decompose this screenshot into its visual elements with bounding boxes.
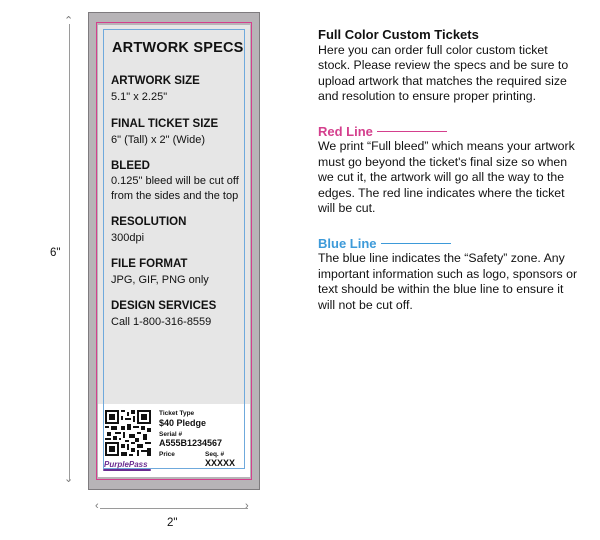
qr-code-icon bbox=[105, 410, 151, 456]
info-column bbox=[318, 27, 578, 313]
info-title: Full Color Custom Tickets bbox=[318, 27, 479, 42]
spec-file-format-heading: FILE FORMAT bbox=[111, 258, 188, 270]
serial-label: Serial # bbox=[159, 431, 183, 438]
red-line-text: We print “Full bleed” which means your artwork must go beyond the ticket's final size so when we cut it, the artwork will go all the way to the edges. The red line indicates where the ticket will be cut. bbox=[318, 139, 575, 215]
width-dimension-line bbox=[100, 508, 248, 509]
red-line-rule bbox=[377, 131, 447, 132]
blue-line-section-heading bbox=[318, 236, 578, 252]
spec-final-size-value: 6" (Tall) x 2" (Wide) bbox=[111, 134, 205, 146]
spec-artwork-size-value: 5.1" x 2.25" bbox=[111, 91, 168, 103]
seq-value: XXXXX bbox=[205, 458, 236, 468]
ticket-type-label: Ticket Type bbox=[159, 410, 195, 417]
red-line-heading: Red Line bbox=[318, 123, 373, 139]
blue-line-rule bbox=[381, 243, 451, 244]
logo-text: PurplePass bbox=[104, 460, 148, 469]
arrow-down-icon: ⌄ bbox=[64, 473, 74, 485]
seq-label: Seq. # bbox=[205, 451, 225, 458]
serial-value: A555B1234567 bbox=[159, 438, 223, 448]
spec-resolution-heading: RESOLUTION bbox=[111, 216, 187, 228]
blue-line-heading: Blue Line bbox=[318, 235, 377, 251]
logo-underline bbox=[103, 469, 151, 471]
spec-final-size-heading: FINAL TICKET SIZE bbox=[111, 118, 219, 130]
spec-artwork-size-heading: ARTWORK SIZE bbox=[111, 75, 200, 87]
info-intro-text: Here you can order full color custom ticket stock. Please review the specs and be sure to upload artwork that matches the required size and resolution to ensure proper printing. bbox=[318, 42, 569, 103]
spec-file-format-value: JPG, GIF, PNG only bbox=[111, 274, 209, 286]
height-dimension-line bbox=[69, 24, 70, 480]
arrow-left-icon: ‹ bbox=[95, 500, 99, 512]
artwork-specs-title: ARTWORK SPECS bbox=[112, 40, 244, 56]
arrow-up-icon: ⌃ bbox=[64, 15, 74, 27]
spec-design-services-value: Call 1-800-316-8559 bbox=[111, 316, 212, 328]
ticket-type-value: $40 Pledge bbox=[159, 418, 207, 428]
red-line-section-heading bbox=[318, 124, 578, 140]
width-dimension-label: 2" bbox=[167, 517, 178, 529]
spec-design-services-heading: DESIGN SERVICES bbox=[111, 300, 217, 312]
price-label: Price bbox=[159, 451, 175, 458]
spec-bleed-value: 0.125" bleed will be cut off from the sides and the top bbox=[111, 175, 239, 202]
height-dimension-label: 6" bbox=[50, 247, 61, 259]
blue-line-text: The blue line indicates the “Safety” zone. Any important information such as logo, sponsors or text should be within the blue line to ensure it will not be cut off. bbox=[318, 251, 578, 312]
arrow-right-icon: › bbox=[245, 500, 249, 512]
spec-bleed-heading: BLEED bbox=[111, 160, 150, 172]
purplepass-logo bbox=[104, 460, 148, 469]
spec-resolution-value: 300dpi bbox=[111, 232, 145, 244]
